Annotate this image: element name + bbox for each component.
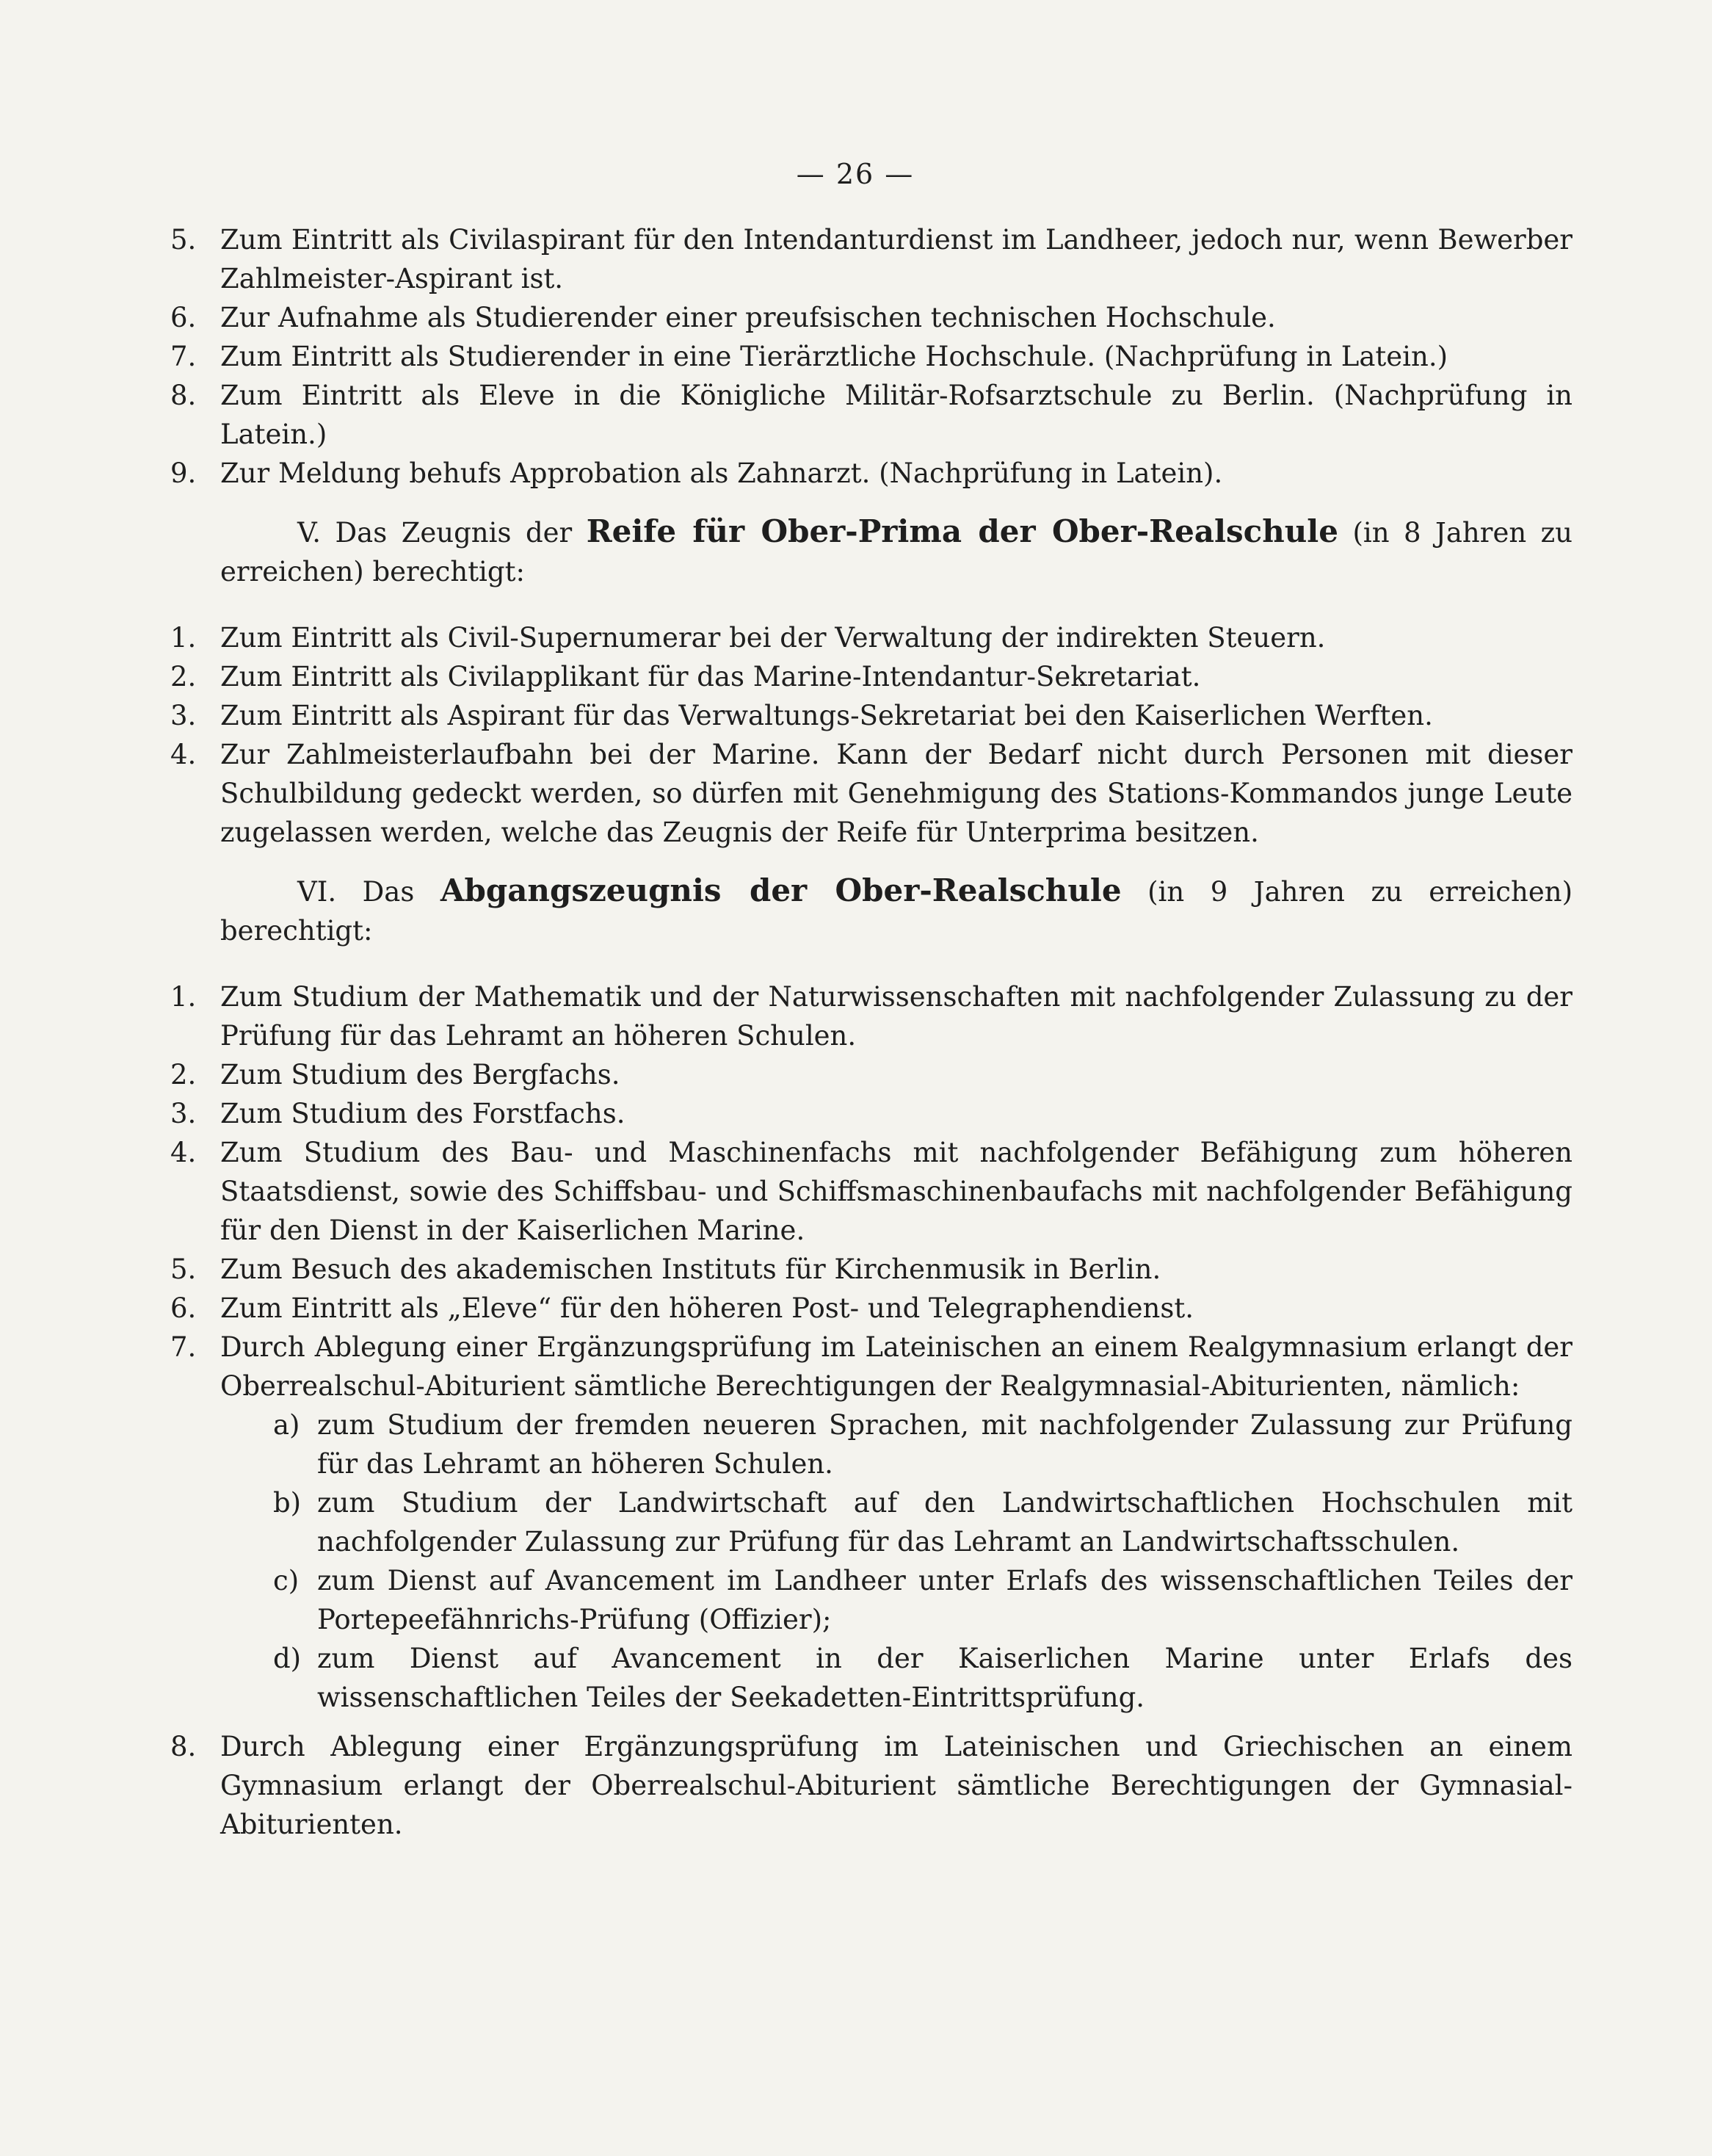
section-v-heading: V. Das Zeugnis der Reife für Ober-Prima der Ober-Realschule (in 8 Jahren zu erreichen) berechtigt: xyxy=(220,513,1573,587)
item-text: Zur Aufnahme als Studierender einer preufsischen technischen Hochschule. xyxy=(220,302,1276,333)
item-text: Zum Studium des Forstfachs. xyxy=(220,1098,625,1129)
list-item: 5. Zum Eintritt als Civilaspirant für den Intendanturdienst im Landheer, jedoch nur, wenn Bewerber Zahlmeister-Aspirant ist. xyxy=(170,224,1573,294)
sub-item-text: zum Dienst auf Avancement in der Kaiserlichen Marine unter Erlafs des wissenschaftlichen Teiles der Seekadetten-Eintrittsprüfung. xyxy=(317,1643,1573,1713)
list-item: 6. Zur Aufnahme als Studierender einer preufsischen technischen Hochschule. xyxy=(170,302,1276,333)
list-item: 8. Zum Eintritt als Eleve in die Königliche Militär-Rofsarztschule zu Berlin. (Nachprüfung in Latein.) xyxy=(170,380,1573,450)
item-text: Durch Ablegung einer Ergänzungsprüfung im Lateinischen an einem Realgymnasium erlangt der Oberrealschul-Abiturient sämtliche Berechtigungen der Realgymnasial-Abiturienten, nämlich: xyxy=(220,1331,1573,1402)
item-text: Zum Eintritt als „Eleve“ für den höheren Post- und Telegraphendienst. xyxy=(220,1292,1194,1324)
sub-item-text: zum Studium der Landwirtschaft auf den Landwirtschaftlichen Hochschulen mit nachfolgender Zulassung zur Prüfung für das Lehramt an Landwirtschaftsschulen. xyxy=(317,1487,1573,1558)
item-text: Zum Studium des Bergfachs. xyxy=(220,1059,620,1090)
section-vi-heading: VI. Das Abgangszeugnis der Ober-Realschule (in 9 Jahren zu erreichen) berechtigt: xyxy=(220,872,1573,947)
item-text: Zum Eintritt als Aspirant für das Verwaltungs-Sekretariat bei den Kaiserlichen Werften. xyxy=(220,700,1433,731)
item-text: Zum Besuch des akademischen Instituts für Kirchenmusik in Berlin. xyxy=(220,1254,1161,1285)
sub-item-text: zum Studium der fremden neueren Sprachen, mit nachfolgender Zulassung zur Prüfung für das Lehramt an höheren Schulen. xyxy=(317,1409,1573,1480)
list-item: 4. Zum Studium des Bau- und Maschinenfachs mit nachfolgender Befähigung zum höheren Staatsdienst, sowie des Schiffsbau- und Schiffsmaschinenbaufachs mit nachfolgender Befähigung für den Dienst in der Kaiserlichen Marine. xyxy=(170,1137,1573,1246)
list-item: 1. Zum Studium der Mathematik und der Naturwissenschaften mit nachfolgender Zulassung zu der Prüfung für das Lehramt an höheren Schulen. xyxy=(170,981,1573,1052)
sub-item: d) zum Dienst auf Avancement in der Kaiserlichen Marine unter Erlafs des wissenschaftlichen Teiles der Seekadetten-Eintrittsprüfung. xyxy=(273,1643,1573,1713)
sub-item: b) zum Studium der Landwirtschaft auf den Landwirtschaftlichen Hochschulen mit nachfolgender Zulassung zur Prüfung für das Lehramt an Landwirtschaftsschulen. xyxy=(273,1487,1573,1558)
list-item: 3. Zum Eintritt als Aspirant für das Verwaltungs-Sekretariat bei den Kaiserlichen Werften. xyxy=(170,700,1433,731)
sub-item: c) zum Dienst auf Avancement im Landheer unter Erlafs des wissenschaftlichen Teiles der Portepeefähnrichs-Prüfung (Offizier); xyxy=(273,1565,1573,1635)
list-item: 4. Zur Zahlmeisterlaufbahn bei der Marine. Kann der Bedarf nicht durch Personen mit dieser Schulbildung gedeckt werden, so dürfen mit Genehmigung des Stations-Kommandos junge Leute zugelassen werden, welche das Zeugnis der Reife für Unterprima besitzen. xyxy=(170,739,1573,848)
list-item: 7. Zum Eintritt als Studierender in eine Tierärztliche Hochschule. (Nachprüfung in Latein.) xyxy=(170,341,1448,372)
list-item: 2. Zum Studium des Bergfachs. xyxy=(170,1059,620,1090)
list-item: 8. Durch Ablegung einer Ergänzungsprüfung im Lateinischen und Griechischen an einem Gymnasium erlangt der Oberrealschul-Abiturient sämtliche Berechtigungen der Gymnasial-Abiturienten. xyxy=(170,1731,1573,1840)
list-item: 9. Zur Meldung behufs Approbation als Zahnarzt. (Nachprüfung in Latein). xyxy=(170,457,1223,489)
page-content xyxy=(170,220,1573,1844)
item-text: Durch Ablegung einer Ergänzungsprüfung im Lateinischen und Griechischen an einem Gymnasium erlangt der Oberrealschul-Abiturient sämtliche Berechtigungen der Gymnasial-Abiturienten. xyxy=(220,1731,1573,1840)
item-text: Zum Eintritt als Civilaspirant für den Intendanturdienst im Landheer, jedoch nur, wenn Bewerber Zahlmeister-Aspirant ist. xyxy=(220,224,1573,294)
sub-item-text: zum Dienst auf Avancement im Landheer unter Erlafs des wissenschaftlichen Teiles der Portepeefähnrichs-Prüfung (Offizier); xyxy=(317,1565,1573,1635)
item-text: Zum Studium des Bau- und Maschinenfachs mit nachfolgender Befähigung zum höheren Staatsdienst, sowie des Schiffsbau- und Schiffsmaschinenbaufachs mit nachfolgender Befähigung für den Dienst in der Kaiserlichen Marine. xyxy=(220,1137,1573,1246)
item-text: Zur Zahlmeisterlaufbahn bei der Marine. Kann der Bedarf nicht durch Personen mit dieser Schulbildung gedeckt werden, so dürfen mit Genehmigung des Stations-Kommandos junge Leute zugelassen werden, welche das Zeugnis der Reife für Unterprima besitzen. xyxy=(220,739,1573,848)
list-item: 5. Zum Besuch des akademischen Instituts für Kirchenmusik in Berlin. xyxy=(170,1254,1161,1285)
item-text: Zum Eintritt als Eleve in die Königliche Militär-Rofsarztschule zu Berlin. (Nachprüfung in Latein.) xyxy=(220,380,1573,450)
item-text: Zum Eintritt als Civilapplikant für das Marine-Intendantur-Sekretariat. xyxy=(220,661,1201,692)
item-text: Zum Eintritt als Civil-Supernumerar bei der Verwaltung der indirekten Steuern. xyxy=(220,622,1326,654)
sub-item: a) zum Studium der fremden neueren Sprachen, mit nachfolgender Zulassung zur Prüfung für das Lehramt an höheren Schulen. xyxy=(273,1409,1573,1480)
list-item: 7. Durch Ablegung einer Ergänzungsprüfung im Lateinischen an einem Realgymnasium erlangt der Oberrealschul-Abiturient sämtliche Berechtigungen der Realgymnasial-Abiturienten, nämlich: xyxy=(170,1331,1573,1402)
list-item: 2. Zum Eintritt als Civilapplikant für das Marine-Intendantur-Sekretariat. xyxy=(170,661,1201,692)
list-item: 6. Zum Eintritt als „Eleve“ für den höheren Post- und Telegraphendienst. xyxy=(170,1292,1194,1324)
list-item: 3. Zum Studium des Forstfachs. xyxy=(170,1098,625,1129)
page-number: — 26 — xyxy=(796,158,915,190)
item-text: Zur Meldung behufs Approbation als Zahnarzt. (Nachprüfung in Latein). xyxy=(220,457,1223,489)
item-text: Zum Eintritt als Studierender in eine Tierärztliche Hochschule. (Nachprüfung in Latein.) xyxy=(220,341,1448,372)
list-item: 1. Zum Eintritt als Civil-Supernumerar bei der Verwaltung der indirekten Steuern. xyxy=(170,622,1326,654)
item-text: Zum Studium der Mathematik und der Naturwissenschaften mit nachfolgender Zulassung zu der Prüfung für das Lehramt an höheren Schulen. xyxy=(220,981,1573,1052)
